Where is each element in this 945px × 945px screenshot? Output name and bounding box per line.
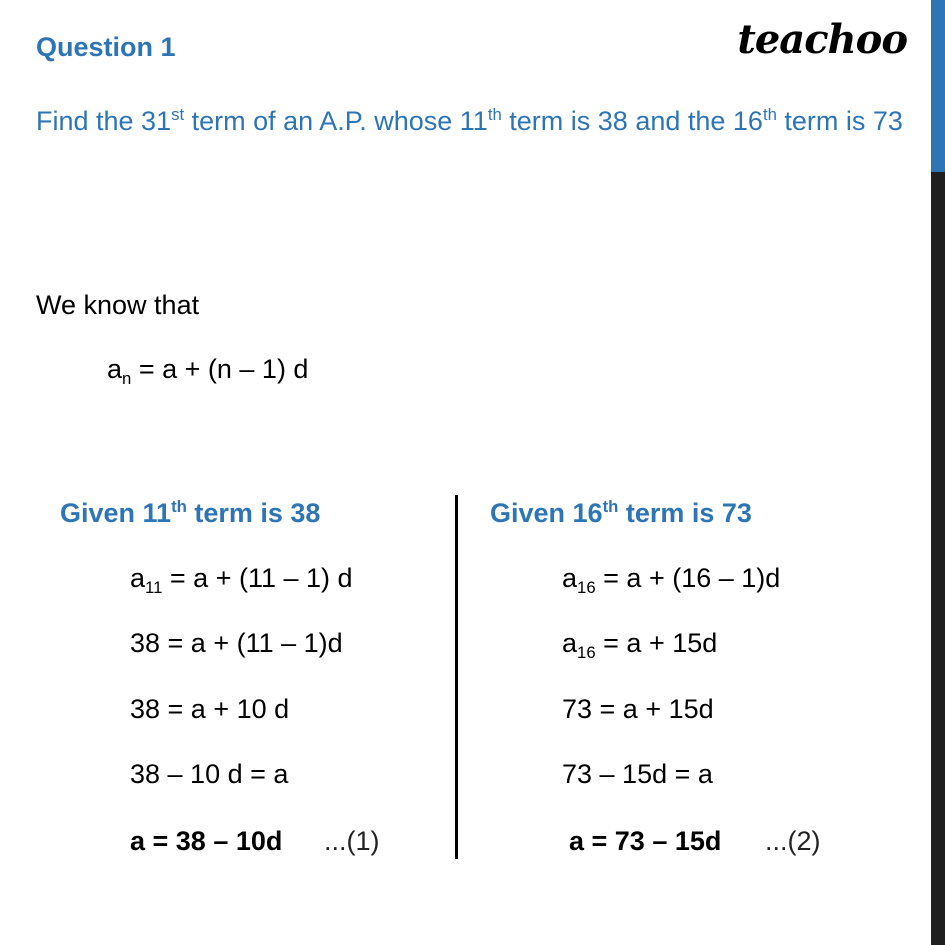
question-sup-3: th	[762, 104, 777, 124]
left-line-1	[130, 563, 353, 597]
right-line-1	[562, 563, 781, 597]
right-heading-sup: th	[602, 496, 619, 516]
right-heading	[490, 498, 752, 529]
question-part-3: term is 38 and the 16	[501, 106, 763, 136]
formula-rest: = a + (n – 1) d	[131, 354, 309, 384]
right-heading-post: term is 73	[618, 498, 752, 528]
general-term-formula	[107, 354, 309, 388]
right-heading-pre: Given 16	[490, 498, 603, 528]
right-result: a = 73 – 15d	[569, 826, 722, 856]
right-line-2-a: a	[562, 628, 578, 658]
column-divider	[455, 495, 458, 859]
left-heading	[60, 498, 320, 529]
scrollbar-thumb[interactable]	[931, 0, 945, 172]
right-equation-tag: ...(2)	[765, 826, 821, 856]
right-line-3: 73 = a + 15d	[562, 694, 714, 724]
left-heading-post: term is 38	[186, 498, 321, 528]
right-line-4: 73 – 15d = a	[562, 759, 713, 789]
question-part-4: term is 73	[776, 106, 903, 136]
left-heading-sup: th	[171, 496, 187, 516]
question-sup-1: st	[171, 104, 185, 124]
left-line-1-sub: 11	[145, 577, 163, 597]
left-line-3: 38 = a + 10 d	[130, 694, 290, 724]
left-line-4: 38 – 10 d = a	[130, 759, 289, 789]
left-line-2: 38 = a + (11 – 1)d	[130, 628, 343, 658]
left-equation-tag: ...(1)	[324, 826, 380, 856]
question-part-2: term of an A.P. whose 11	[184, 106, 488, 136]
question-title: Question 1	[36, 32, 176, 62]
left-heading-pre: Given 11	[60, 498, 172, 528]
question-text	[36, 92, 926, 150]
intro-text: We know that	[36, 290, 200, 320]
left-result: a = 38 – 10d	[130, 826, 283, 856]
teachoo-logo: teachoo	[737, 16, 907, 63]
right-line-2-rest: = a + 15d	[595, 628, 718, 658]
formula-sub: n	[122, 368, 132, 388]
question-part-1: Find the 31	[36, 106, 172, 136]
question-sup-2: th	[487, 104, 502, 124]
right-line-1-a: a	[562, 563, 578, 593]
right-line-2-sub: 16	[577, 642, 596, 662]
left-line-1-rest: = a + (11 – 1) d	[162, 563, 353, 593]
formula-a: a	[107, 354, 123, 384]
right-line-2	[562, 628, 718, 662]
left-line-1-a: a	[130, 563, 146, 593]
right-line-1-rest: = a + (16 – 1)d	[595, 563, 781, 593]
right-line-1-sub: 16	[577, 577, 596, 597]
